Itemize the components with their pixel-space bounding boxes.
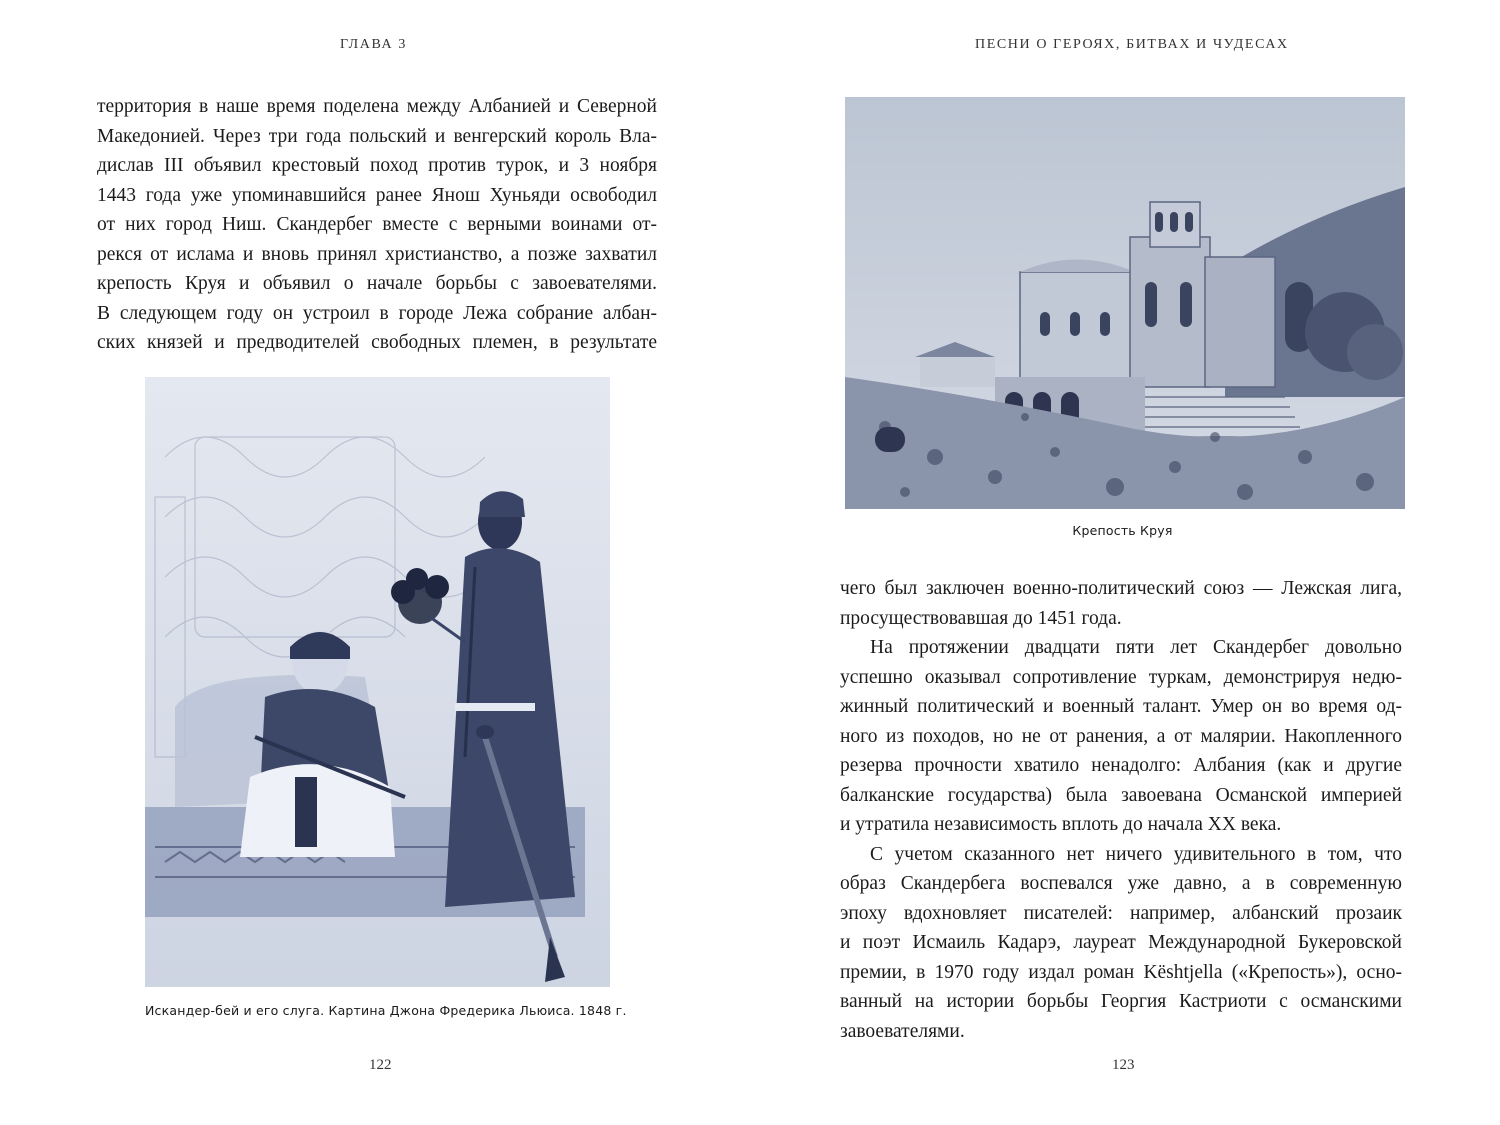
text-line: ских князей и предводителей свободных племен, в результате <box>97 332 657 353</box>
text-line: На протяжении двадцати пяти лет Скандербег довольно <box>870 637 1402 658</box>
text-line: и поэт Исмаиль Кадарэ, лауреат Международной Букеровской <box>840 932 1402 953</box>
painting-image <box>145 377 610 987</box>
text-line: 1443 года уже упоминавшийся ранее Янош Хуньяди освободил <box>97 184 657 206</box>
fortress-photo <box>845 97 1405 509</box>
text-line: ного из походов, но не от ранения, а от малярии. Накопленного <box>840 725 1402 747</box>
painting-illustration <box>145 377 610 987</box>
text-line: эпоху вдохновляет писателей: например, албанский прозаик <box>840 902 1402 924</box>
text-line: образ Скандербега воспевался уже давно, а в современную <box>840 873 1402 894</box>
text-line: премии, в 1970 году издал роман Kështjella («Крепость»), осно- <box>840 961 1402 983</box>
text-line: территория в наше время поделена между Албанией и Северной <box>97 96 657 117</box>
text-line: жинный политический и военный талант. Умер он во время од- <box>840 696 1402 717</box>
text-line: балканские государства) была завоевана Османской империей <box>840 784 1402 806</box>
text-line: крепость Круя и объявил о начале борьбы с завоевателями. <box>97 273 657 294</box>
text-line: ванный на истории борьбы Георгия Кастриоти с османскими <box>840 991 1402 1012</box>
text-line: В следующем году он устроил в городе Лежа собрание албан- <box>97 302 657 324</box>
text-line: и утратила независимость вплоть до начала XX века. <box>840 814 1282 835</box>
text-line: от них город Ниш. Скандербег вместе с верными воинами от- <box>97 214 657 235</box>
body-text-right <box>840 574 1402 1046</box>
text-line: дислав III объявил крестовый поход против турок, и 3 ноября <box>97 155 657 176</box>
text-line: рекся от ислама и вновь принял христианство, а позже захватил <box>97 243 657 265</box>
caption-painting: Искандер-бей и его слуга. Картина Джона Фредерика Льюиса. 1848 г. <box>145 1003 627 1018</box>
text-line: резерва прочности хватило ненадолго: Албания (как и другие <box>840 755 1402 776</box>
page-number-left: 122 <box>369 1057 392 1073</box>
text-line: Македонией. Через три года польский и венгерский король Вла- <box>97 125 657 147</box>
fortress-image <box>845 97 1405 509</box>
text-line: завоевателями. <box>840 1020 965 1042</box>
page-number-right: 123 <box>1112 1057 1135 1073</box>
running-head-left: ГЛАВА 3 <box>340 37 407 52</box>
text-line: просуществовавшая до 1451 года. <box>840 607 1122 629</box>
running-head-right: ПЕСНИ О ГЕРОЯХ, БИТВАХ И ЧУДЕСАХ <box>975 37 1289 52</box>
text-line: успешно оказывал сопротивление туркам, демонстрируя недю- <box>840 666 1402 688</box>
body-text-left <box>97 92 657 358</box>
caption-fortress: Крепость Круя <box>1072 523 1173 538</box>
text-line: С учетом сказанного нет ничего удивительного в том, что <box>870 843 1402 865</box>
right-page <box>750 0 1500 1125</box>
text-line: чего был заключен военно-политический союз — Лежская лига, <box>840 578 1402 599</box>
